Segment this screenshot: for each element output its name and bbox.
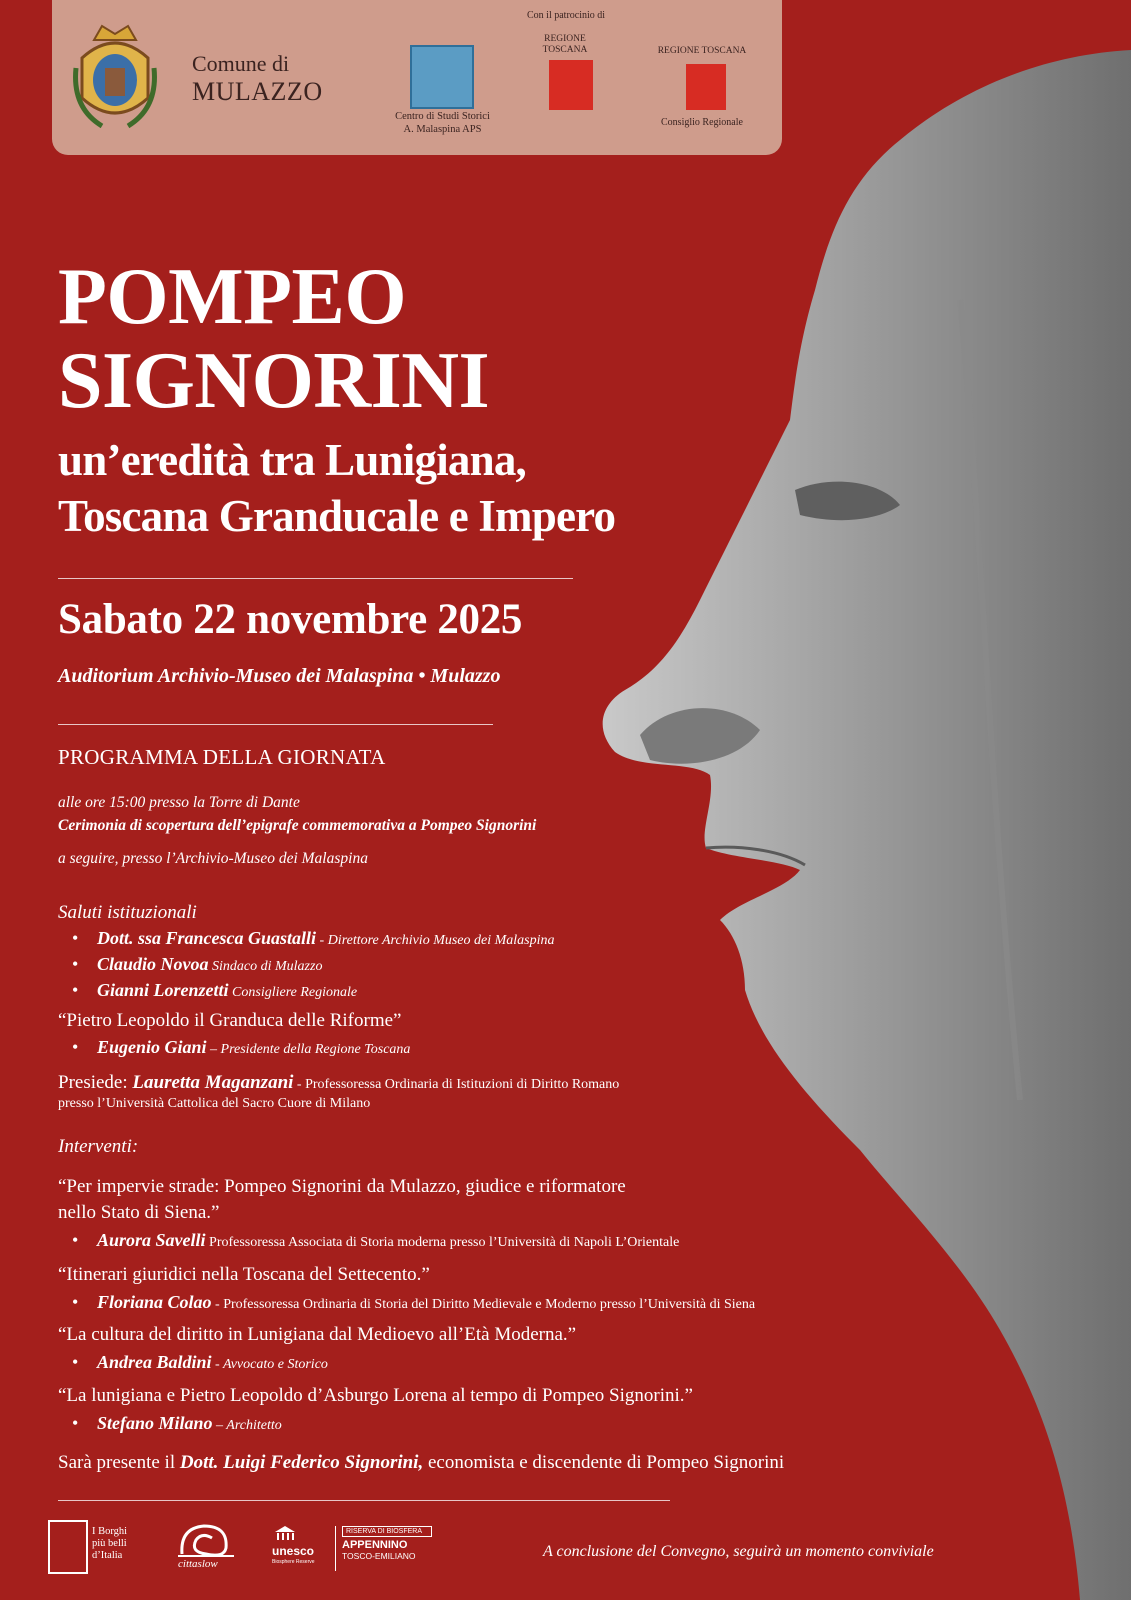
talk-title: “La cultura del diritto in Lunigiana dal Medioevo all’Età Moderna.” xyxy=(58,1324,577,1345)
chair-role-line2: presso l’Università Cattolica del Sacro Cuore di Milano xyxy=(58,1096,371,1111)
speaker-name: Dott. ssa Francesca Guastalli xyxy=(97,928,317,948)
list-item xyxy=(72,1292,756,1313)
header-banner xyxy=(52,0,782,155)
title-line2: SIGNORINI xyxy=(58,337,490,425)
list-item xyxy=(72,1413,282,1434)
list-item xyxy=(72,980,358,1001)
borghi-label-line1: I Borghi xyxy=(92,1526,128,1537)
divider xyxy=(58,578,573,579)
borghi-label-line3: d’Italia xyxy=(92,1550,123,1561)
list-item xyxy=(72,1037,411,1058)
list-item xyxy=(72,1230,680,1251)
snail-icon xyxy=(176,1520,236,1558)
talk-title-line2: nello Stato di Siena.” xyxy=(58,1202,220,1223)
speaker-name: Gianni Lorenzetti xyxy=(97,980,229,1000)
chair-label: Presiede: xyxy=(58,1072,133,1093)
regione-toscana-label xyxy=(537,34,593,56)
speaker-role: Consigliere Regionale xyxy=(228,985,358,1000)
talk-title: “Itinerari giuridici nella Toscana del Settecento.” xyxy=(58,1264,430,1285)
speaker-role: – Architetto xyxy=(212,1418,282,1433)
speaker-name: Andrea Baldini xyxy=(97,1352,212,1372)
borghi-label xyxy=(92,1526,127,1562)
speaker-name: Aurora Savelli xyxy=(97,1230,206,1250)
greetings-heading: Saluti istituzionali xyxy=(58,902,197,923)
rt-label-line2: TOSCANA xyxy=(542,45,588,55)
speaker-role: - Direttore Archivio Museo dei Malaspina xyxy=(316,933,555,948)
unesco-logo xyxy=(270,1526,345,1566)
speaker-name: Claudio Novoa xyxy=(97,954,209,974)
borghi-tower-icon xyxy=(48,1520,88,1574)
patronage-label: Con il patrocinio di xyxy=(527,10,606,21)
event-venue: Auditorium Archivio-Museo dei Malaspina • Mulazzo xyxy=(58,665,501,687)
speaker-role: - Avvocato e Storico xyxy=(211,1357,328,1372)
speaker-name: Floriana Colao xyxy=(97,1292,212,1312)
chair-name: Lauretta Maganzani xyxy=(132,1072,294,1093)
unesco-label: unesco xyxy=(272,1544,315,1558)
intro-ceremony: Cerimonia di scopertura dell’epigrafe commemorativa a Pompeo Signorini xyxy=(58,817,537,834)
talk-title: “Per impervie strade: Pompeo Signorini da Mulazzo, giudice e riformatore xyxy=(58,1176,626,1197)
closing-note: A conclusione del Convegno, seguirà un momento conviviale xyxy=(543,1543,934,1560)
list-item xyxy=(72,928,555,949)
page-subtitle xyxy=(58,432,615,544)
appennino-logo xyxy=(335,1526,432,1571)
list-item xyxy=(72,954,323,975)
rt-label-line1: REGIONE xyxy=(544,34,586,44)
presence-pre: Sarà presente il xyxy=(58,1452,180,1473)
presence-name: Dott. Luigi Federico Signorini, xyxy=(179,1452,424,1473)
bust-shape xyxy=(603,50,1131,1600)
cittaslow-logo xyxy=(176,1520,238,1575)
chair-line xyxy=(58,1072,619,1094)
consiglio-regionale-sub: Consiglio Regionale xyxy=(661,117,743,128)
list-item xyxy=(72,1352,328,1373)
reserve-line1: APPENNINO xyxy=(342,1539,408,1551)
speaker-role: – Presidente della Regione Toscana xyxy=(206,1042,411,1057)
regione-toscana-flag-icon xyxy=(549,60,593,110)
keynote-title: “Pietro Leopoldo il Granduca delle Riforme” xyxy=(58,1010,402,1031)
speaker-name: Stefano Milano xyxy=(97,1413,213,1433)
borghi-logo xyxy=(48,1520,148,1572)
divider xyxy=(58,1500,670,1501)
chair-role: - Professoressa Ordinaria di Istituzioni di Diritto Romano xyxy=(293,1077,620,1092)
consiglio-regionale-flag-icon xyxy=(686,64,726,110)
event-date: Sabato 22 novembre 2025 xyxy=(58,596,523,643)
program-heading: PROGRAMMA DELLA GIORNATA xyxy=(58,745,386,769)
reserve-line2: TOSCO-EMILIANO xyxy=(342,1551,416,1561)
comune-line1: Comune di xyxy=(192,51,290,76)
talks-heading: Interventi: xyxy=(58,1136,139,1157)
mulazzo-crest-icon xyxy=(72,18,158,130)
csa-logo-icon xyxy=(410,45,474,109)
intro-time: alle ore 15:00 presso la Torre di Dante xyxy=(58,794,300,811)
speaker-role: - Professoressa Ordinaria di Storia del Diritto Medievale e Moderno presso l’Università di Siena xyxy=(211,1297,756,1312)
intro-follow: a seguire, presso l’Archivio-Museo dei Malaspina xyxy=(58,850,368,867)
reserve-tag: RISERVA DI BIOSFERA xyxy=(342,1526,432,1537)
unesco-sub: Biosphere Reserve xyxy=(272,1559,315,1565)
title-line1: POMPEO xyxy=(58,253,407,341)
page-title xyxy=(58,255,489,423)
cittaslow-label: cittaslow xyxy=(178,1558,218,1570)
borghi-label-line2: più belli xyxy=(92,1538,127,1549)
speaker-name: Eugenio Giani xyxy=(97,1037,207,1057)
subtitle-line2: Toscana Granducale e Impero xyxy=(58,491,616,541)
comune-name xyxy=(192,50,323,106)
divider xyxy=(58,724,493,725)
talk-title: “La lunigiana e Pietro Leopoldo d’Asburgo Lorena al tempo di Pompeo Signorini.” xyxy=(58,1385,693,1406)
comune-line2: MULAZZO xyxy=(192,77,323,106)
csa-name-line1: Centro di Studi Storici xyxy=(395,111,490,122)
csa-name xyxy=(370,110,515,136)
consiglio-regionale-label: REGIONE TOSCANA xyxy=(657,46,747,56)
unesco-temple-icon xyxy=(274,1526,296,1542)
presence-note xyxy=(58,1452,784,1474)
subtitle-line1: un’eredità tra Lunigiana, xyxy=(58,435,526,485)
presence-post: economista e discendente di Pompeo Signorini xyxy=(423,1452,785,1473)
speaker-role: Professoressa Associata di Storia moderna presso l’Università di Napoli L’Orientale xyxy=(205,1235,680,1250)
speaker-role: Sindaco di Mulazzo xyxy=(208,959,323,974)
csa-name-line2: A. Malaspina APS xyxy=(403,124,482,135)
